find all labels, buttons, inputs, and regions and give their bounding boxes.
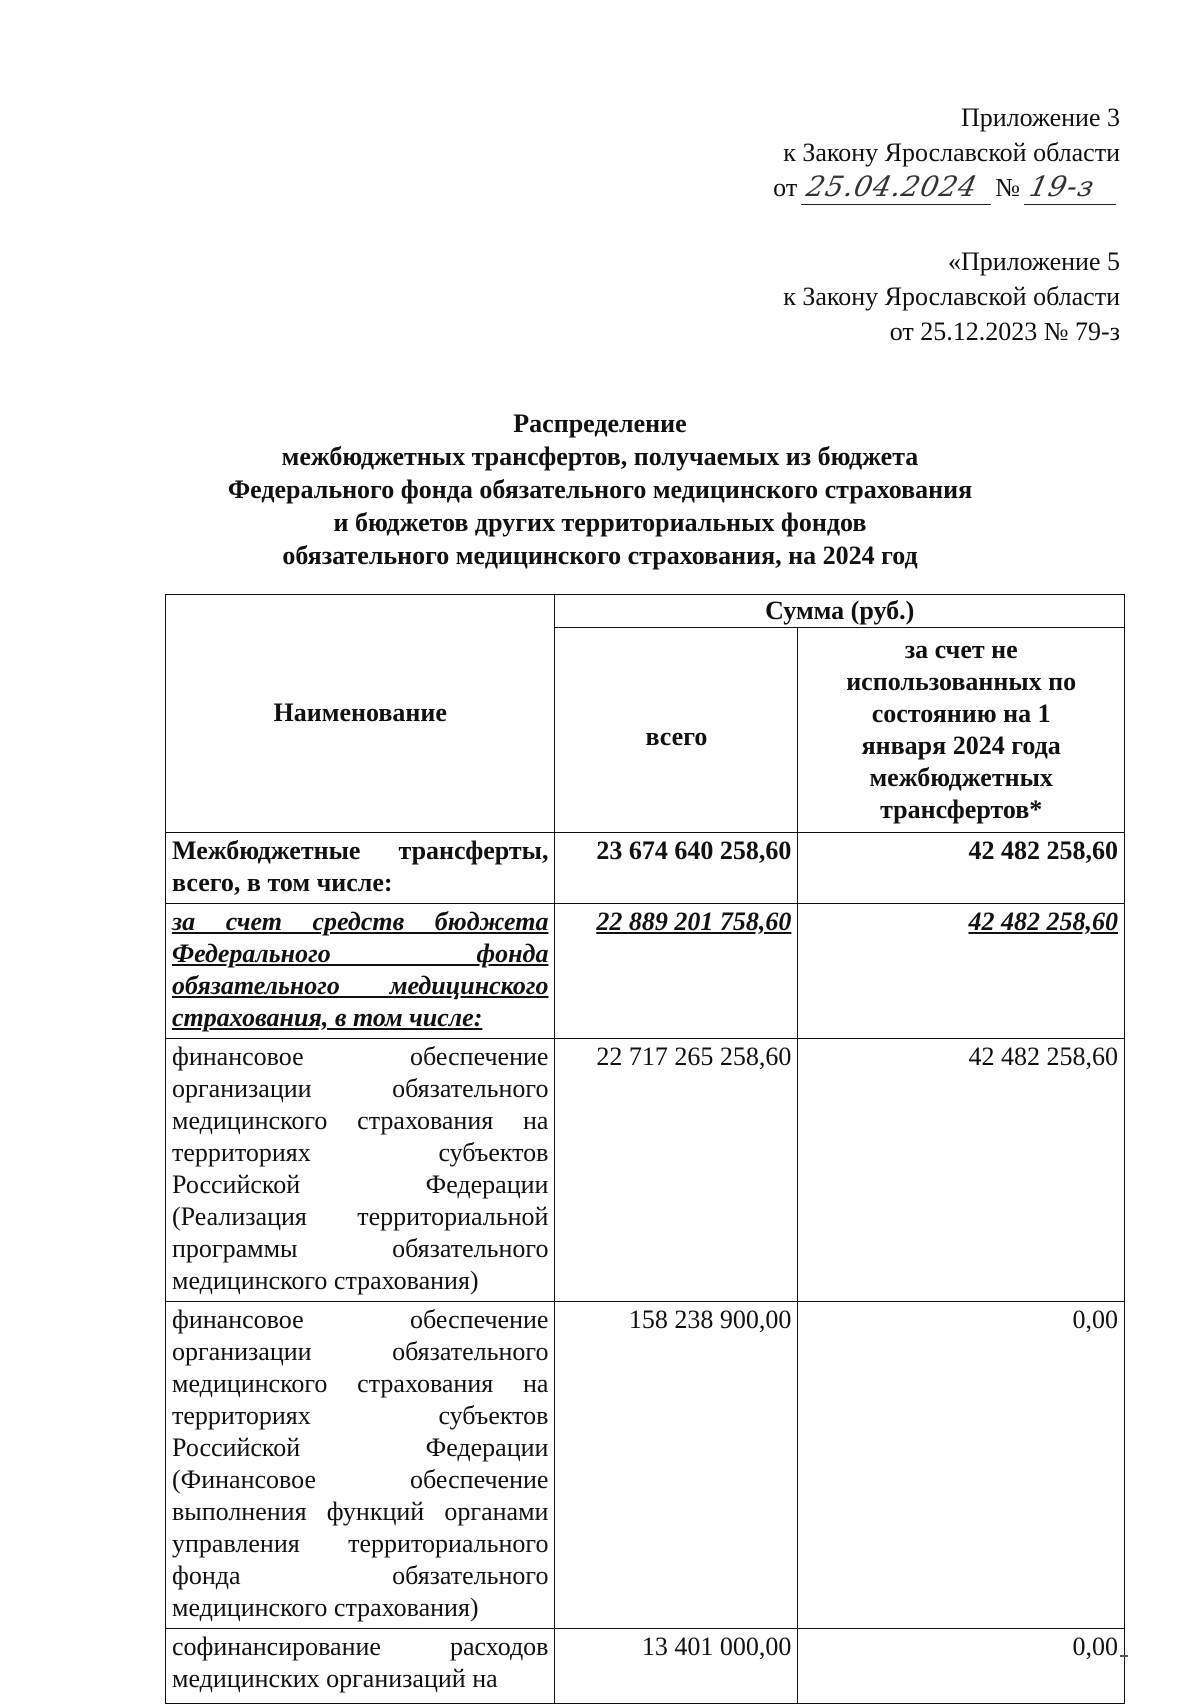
table-row [166, 1629, 1125, 1704]
header-name: Наименование [166, 595, 555, 833]
row-unused: 42 482 258,60 [798, 833, 1125, 904]
table-header-row [166, 595, 1125, 628]
row-name: софинансирование расходов медицинских организаций на [166, 1629, 555, 1704]
title-line-2: межбюджетных трансфертов, получаемых из бюджета [281, 442, 919, 471]
row-unused: 0,00 [798, 1629, 1125, 1704]
handwritten-date: 25.04.2024 [803, 170, 982, 203]
row-total: 158 238 900,00 [555, 1302, 798, 1629]
title-line-1: Распределение [513, 409, 687, 438]
header-sum: Сумма (руб.) [555, 595, 1125, 628]
amendment-law-line: к Закону Ярославской области [783, 138, 1120, 167]
handwritten-date-field [801, 170, 991, 205]
row-unused: 42 482 258,60 [798, 1039, 1125, 1302]
handwritten-number: 19-з [1026, 170, 1098, 203]
header-total: всего [555, 628, 798, 833]
row-unused: 42 482 258,60 [798, 904, 1125, 1039]
original-law-line: к Закону Ярославской области [783, 282, 1120, 311]
title-line-5: обязательного медицинского страхования, на 2024 год [282, 541, 918, 570]
row-total: 13 401 000,00 [555, 1629, 798, 1704]
row-total: 23 674 640 258,60 [555, 833, 798, 904]
original-date-line: от 25.12.2023 № 79-з [889, 317, 1120, 346]
amendment-date-line [773, 170, 1120, 205]
amendment-header [773, 100, 1120, 205]
table-row [166, 1302, 1125, 1629]
row-name: за счет средств бюджета Федерального фонда обязательного медицинского страхования, в том числе: [166, 904, 555, 1039]
header-unused: за счет не использованных по состоянию на 1 января 2024 года межбюджетных трансфертов* [798, 628, 1125, 833]
row-name: финансовое обеспечение организации обязательного медицинского страхования на территориях субъектов Российской Федерации (Реализация территориальной программы обязательного медицинского страхования) [166, 1039, 555, 1302]
row-name: финансовое обеспечение организации обязательного медицинского страхования на территориях субъектов Российской Федерации (Финансовое обеспечение выполнения функций органами управления территориального фонда обязательного медицинского страхования) [166, 1302, 555, 1629]
table-row [166, 833, 1125, 904]
row-unused: 0,00 [798, 1302, 1125, 1629]
title-line-3: Федерального фонда обязательного медицинского страхования [227, 475, 973, 504]
original-appendix-line: «Приложение 5 [947, 247, 1120, 276]
table-row [166, 904, 1125, 1039]
number-label: № [995, 173, 1020, 202]
scan-mark [1120, 1655, 1128, 1657]
table-row [166, 1039, 1125, 1302]
row-name: Межбюджетные трансферты, всего, в том числе: [166, 833, 555, 904]
amendment-appendix-line: Приложение 3 [960, 103, 1120, 132]
row-total: 22 717 265 258,60 [555, 1039, 798, 1302]
title-line-4: и бюджетов других территориальных фондов [333, 508, 867, 537]
transfers-table [165, 594, 1125, 1704]
document-title [0, 407, 1200, 572]
original-header [783, 244, 1120, 349]
from-label: от [773, 173, 798, 202]
row-total: 22 889 201 758,60 [555, 904, 798, 1039]
handwritten-number-field [1024, 170, 1116, 205]
